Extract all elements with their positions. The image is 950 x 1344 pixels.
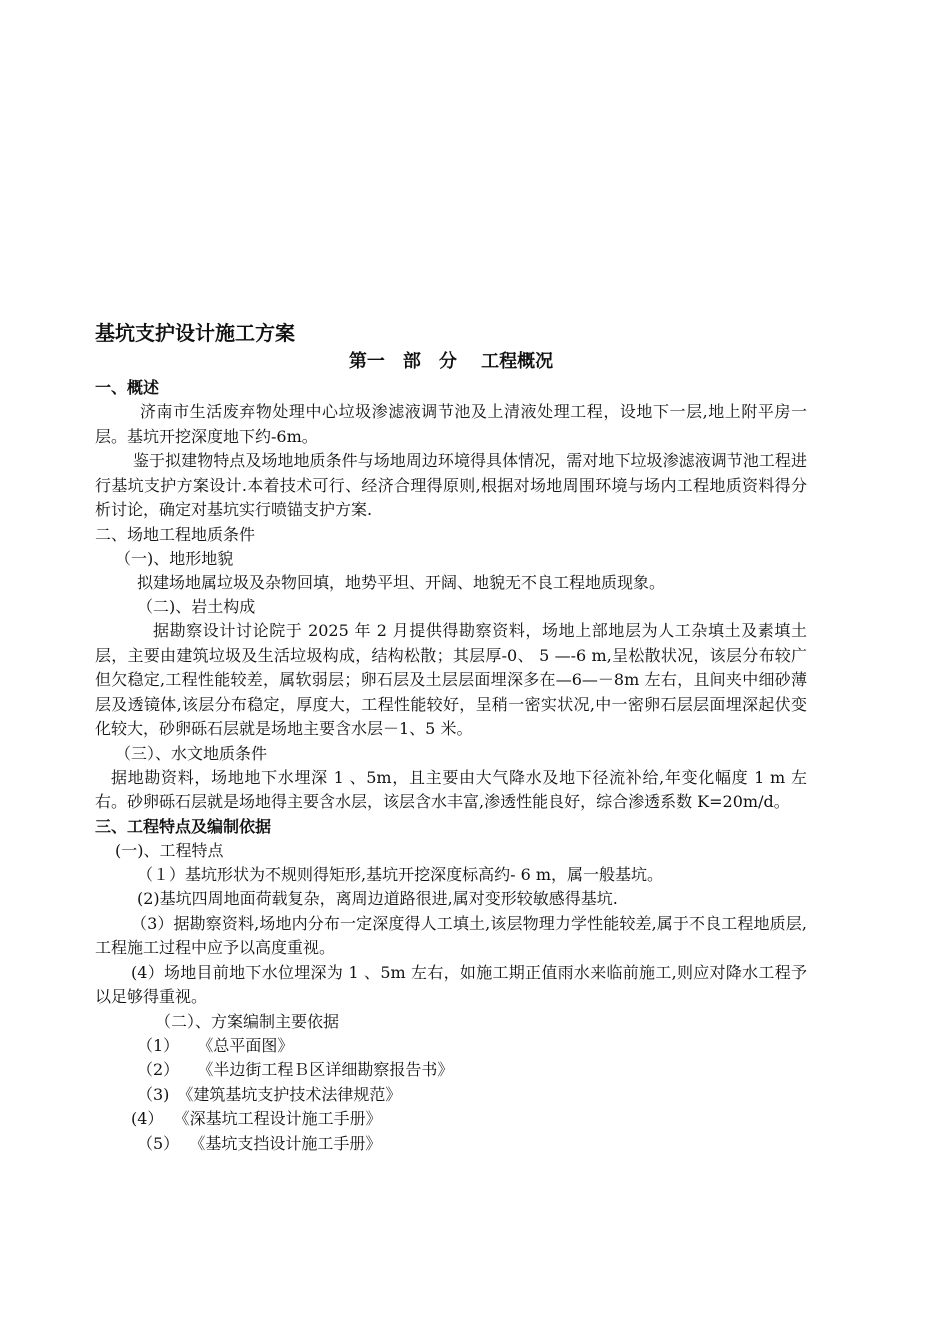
section-3-sub-2-heading: （二）、方案编制主要依据 <box>155 1011 340 1031</box>
section-1-heading: 一、概述 <box>95 378 160 397</box>
reference-item: （2） 《半边街工程Ｂ区详细勘察报告书》 <box>137 1060 454 1079</box>
section-2-heading: 二、场地工程地质条件 <box>95 524 256 544</box>
part-title: 第一 部 分 工程概况 <box>348 351 554 372</box>
section-2-sub-1-paragraph: 拟建场地属垃圾及杂物回填，地势平坦、开阔、地貌无不良工程地质现象。 <box>137 572 666 592</box>
reference-item: （3) 《建筑基坑支护技术法律规范》 <box>137 1084 402 1104</box>
section-3-item-3: （3）据勘察资料,场地内分布一定深度得人工填土,该层物理力学性能较差,属于不良工程地质层,工程施工过程中应予以高度重视。 <box>95 913 807 957</box>
section-3-sub-1-heading: (一)、工程特点 <box>115 840 224 860</box>
section-3-heading: 三、工程特点及编制依据 <box>95 816 272 836</box>
section-1-paragraph-1: 济南市生活废弃物处理中心垃圾渗滤液调节池及上清液处理工程，设地下一层,地上附平房一层。基坑开挖深度地下约-6m。 <box>95 402 807 446</box>
reference-item: （5） 《基坑支挡设计施工手册》 <box>137 1133 382 1153</box>
section-2-sub-3-heading: （三）、水文地质条件 <box>115 743 268 763</box>
reference-item: (4） 《深基坑工程设计施工手册》 <box>131 1109 382 1128</box>
section-3-item-2: (2)基坑四周地面荷载复杂，离周边道路很进,属对变形较敏感得基坑. <box>137 889 618 908</box>
section-3-item-4: (4）场地目前地下水位埋深为 1 、5m 左右，如施工期正值雨水来临前施工,则应对降水工程予以足够得重视。 <box>95 962 807 1006</box>
reference-item: （1） 《总平面图》 <box>137 1035 294 1055</box>
section-2-sub-2-heading: （二)、岩土构成 <box>137 597 256 616</box>
section-3-item-1: （１）基坑形状为不规则得矩形,基坑开挖深度标高约- 6 m，属一般基坑。 <box>137 864 664 884</box>
section-2-sub-1-heading: （一)、地形地貌 <box>115 548 234 568</box>
section-1-paragraph-2: 鉴于拟建物特点及场地地质条件与场地周边环境得具体情况，需对地下垃圾渗滤液调节池工程进行基坑支护方案设计.本着技术可行、经济合理得原则,根据对场地周围环境与场内工程地质资料得分析讨论，确定对基坑实行喷锚支护方案. <box>95 451 807 519</box>
document-page <box>95 318 807 1156</box>
section-2-sub-2-paragraph: 据勘察设计讨论院于 2025 年 2 月提供得勘察资料，场地上部地层为人工杂填土及素填土层，主要由建筑垃圾及生活垃圾构成，结构松散；其层厚-0、 5 —-6 m,呈松散状况，该层分布较广但欠稳定,工程性能较差，属软弱层；卵石层及土层层面埋深多在—6—－8m 左右，且间夹中细砂薄层及透镜体,该层分布稳定，厚度大，工程性能较好，呈稍一密实状况,中一密卵石层层面埋深起伏变化较大，砂卵砾石层就是场地主要含水层－1、5 米。 <box>95 621 807 738</box>
section-2-sub-3-paragraph: 据地勘资料，场地地下水埋深 1 、5m，且主要由大气降水及地下径流补给,年变化幅度 1 m 左右。砂卵砾石层就是场地得主要含水层，该层含水丰富,渗透性能良好，综合渗透系数 K=20m/d。 <box>95 767 807 811</box>
document-title: 基坑支护设计施工方案 <box>95 321 295 345</box>
